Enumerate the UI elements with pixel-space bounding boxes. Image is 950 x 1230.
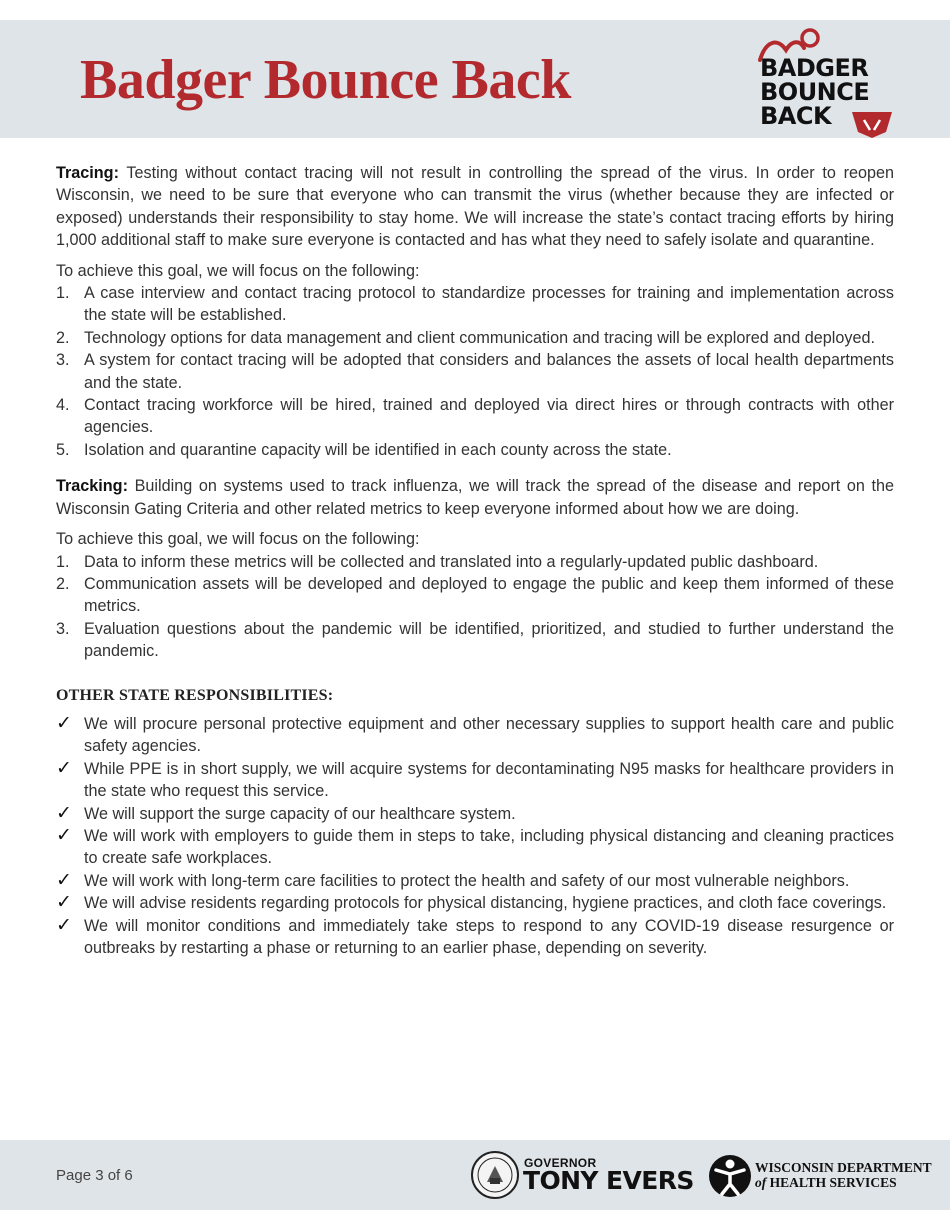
list-item: [56, 825, 894, 870]
checkmark-icon: ✓: [56, 869, 72, 891]
list-text: A system for contact tracing will be adopted that considers and balances the assets of local health departments and the state.: [84, 351, 894, 392]
list-item: [56, 758, 894, 803]
governor-name: TONY EVERS: [523, 1166, 694, 1195]
list-number: 1.: [56, 284, 70, 303]
list-number: 3.: [56, 619, 70, 638]
logo-line: BADGER: [760, 54, 869, 82]
tracking-paragraph: [56, 475, 894, 520]
tracing-text: Testing without contact tracing will not result in controlling the spread of the virus. In order to reopen Wisconsin, we need to be sure that everyone who can transmit the virus (whether because they are infected or exposed) understands their responsibility to stay home. We will increase the state’s contact tracing efforts by hiring 1,000 additional staff to make sure everyone is contacted and has what they need to safely isolate and quarantine.: [56, 164, 894, 250]
dhs-of: of: [755, 1175, 767, 1190]
tracing-paragraph: [56, 162, 894, 252]
checkmark-icon: ✓: [56, 712, 72, 734]
list-text: A case interview and contact tracing protocol to standardize processes for training and implementation across the state will be established.: [84, 284, 894, 325]
list-item: [56, 915, 894, 960]
list-text: While PPE is in short supply, we will acquire systems for decontaminating N95 masks for healthcare providers in the state who request this service.: [84, 759, 894, 801]
list-text: We will support the surge capacity of our healthcare system.: [84, 804, 516, 823]
list-text: Technology options for data management and client communication and tracing will be explored and deployed.: [84, 328, 875, 347]
list-item: [56, 573, 894, 618]
list-number: 5.: [56, 440, 70, 459]
list-item: [56, 892, 894, 914]
list-item: [56, 439, 894, 461]
list-text: Evaluation questions about the pandemic will be identified, prioritized, and studied to further understand the pandemic.: [84, 619, 894, 661]
list-number: 2.: [56, 574, 70, 593]
checkmark-icon: ✓: [56, 802, 72, 824]
page-content: [56, 162, 894, 959]
checkmark-icon: ✓: [56, 757, 72, 779]
list-text: Contact tracing workforce will be hired, trained and deployed via direct hires or through contracts with other agencies.: [84, 396, 894, 437]
list-text: We will advise residents regarding protocols for physical distancing, hygiene practices, and cloth face coverings.: [84, 894, 887, 913]
tracing-intro: To achieve this goal, we will focus on the following:: [56, 261, 420, 280]
state-seal-icon: [470, 1150, 520, 1200]
list-item: [56, 394, 894, 439]
tracking-list: [56, 551, 894, 663]
logo-line: BOUNCE: [760, 78, 870, 106]
badger-bounce-back-logo: [752, 26, 900, 138]
tracking-text: Building on systems used to track influenza, we will track the spread of the disease and report on the Wisconsin Gating Criteria and other related metrics to keep everyone informed about how we are doing.: [56, 477, 894, 518]
governor-label: GOVERNOR: [524, 1156, 597, 1170]
list-text: Data to inform these metrics will be collected and translated into a regularly-updated public dashboard.: [84, 552, 819, 571]
list-text: We will monitor conditions and immediately take steps to respond to any COVID-19 disease resurgence or outbreaks by restarting a phase or returning to an earlier phase, depending on severity.: [84, 916, 894, 957]
logo-line: BACK: [760, 102, 832, 130]
page-title: Badger Bounce Back: [80, 49, 571, 111]
page-number: Page 3 of 6: [56, 1167, 133, 1184]
list-number: 2.: [56, 328, 70, 347]
list-item: [56, 349, 894, 394]
list-number: 3.: [56, 351, 70, 370]
tracing-list: [56, 282, 894, 461]
list-item: [56, 870, 894, 892]
list-text: Communication assets will be developed and deployed to engage the public and keep them informed of these metrics.: [84, 574, 894, 616]
dhs-name-line2: [755, 1175, 897, 1191]
responsibilities-list: [56, 713, 894, 959]
dhs-rest: HEALTH SERVICES: [766, 1175, 897, 1190]
logo-wordmark: [760, 56, 869, 128]
list-text: We will work with long-term care facilities to protect the health and safety of our most vulnerable neighbors.: [84, 871, 850, 890]
list-text: We will work with employers to guide them in steps to take, including physical distancing and cleaning practices to create safe workplaces.: [84, 826, 894, 868]
list-item: [56, 327, 894, 349]
dhs-figure-icon: [708, 1152, 752, 1198]
list-item: [56, 551, 894, 573]
checkmark-icon: ✓: [56, 914, 72, 936]
list-text: We will procure personal protective equipment and other necessary supplies to support health care and public safety agencies.: [84, 714, 894, 756]
checkmark-icon: ✓: [56, 892, 72, 914]
tracking-label: Tracking:: [56, 477, 128, 496]
list-item: [56, 803, 894, 825]
list-item: [56, 713, 894, 758]
tracking-intro: To achieve this goal, we will focus on the following:: [56, 530, 420, 549]
list-item: [56, 618, 894, 663]
list-text: Isolation and quarantine capacity will be identified in each county across the state.: [84, 440, 672, 459]
dhs-name-line1: WISCONSIN DEPARTMENT: [755, 1160, 932, 1175]
checkmark-icon: ✓: [56, 824, 72, 846]
section-heading: OTHER STATE RESPONSIBILITIES:: [56, 686, 334, 704]
tracing-label: Tracing:: [56, 164, 119, 182]
list-number: 4.: [56, 396, 70, 415]
list-item: [56, 282, 894, 327]
list-number: 1.: [56, 552, 70, 571]
